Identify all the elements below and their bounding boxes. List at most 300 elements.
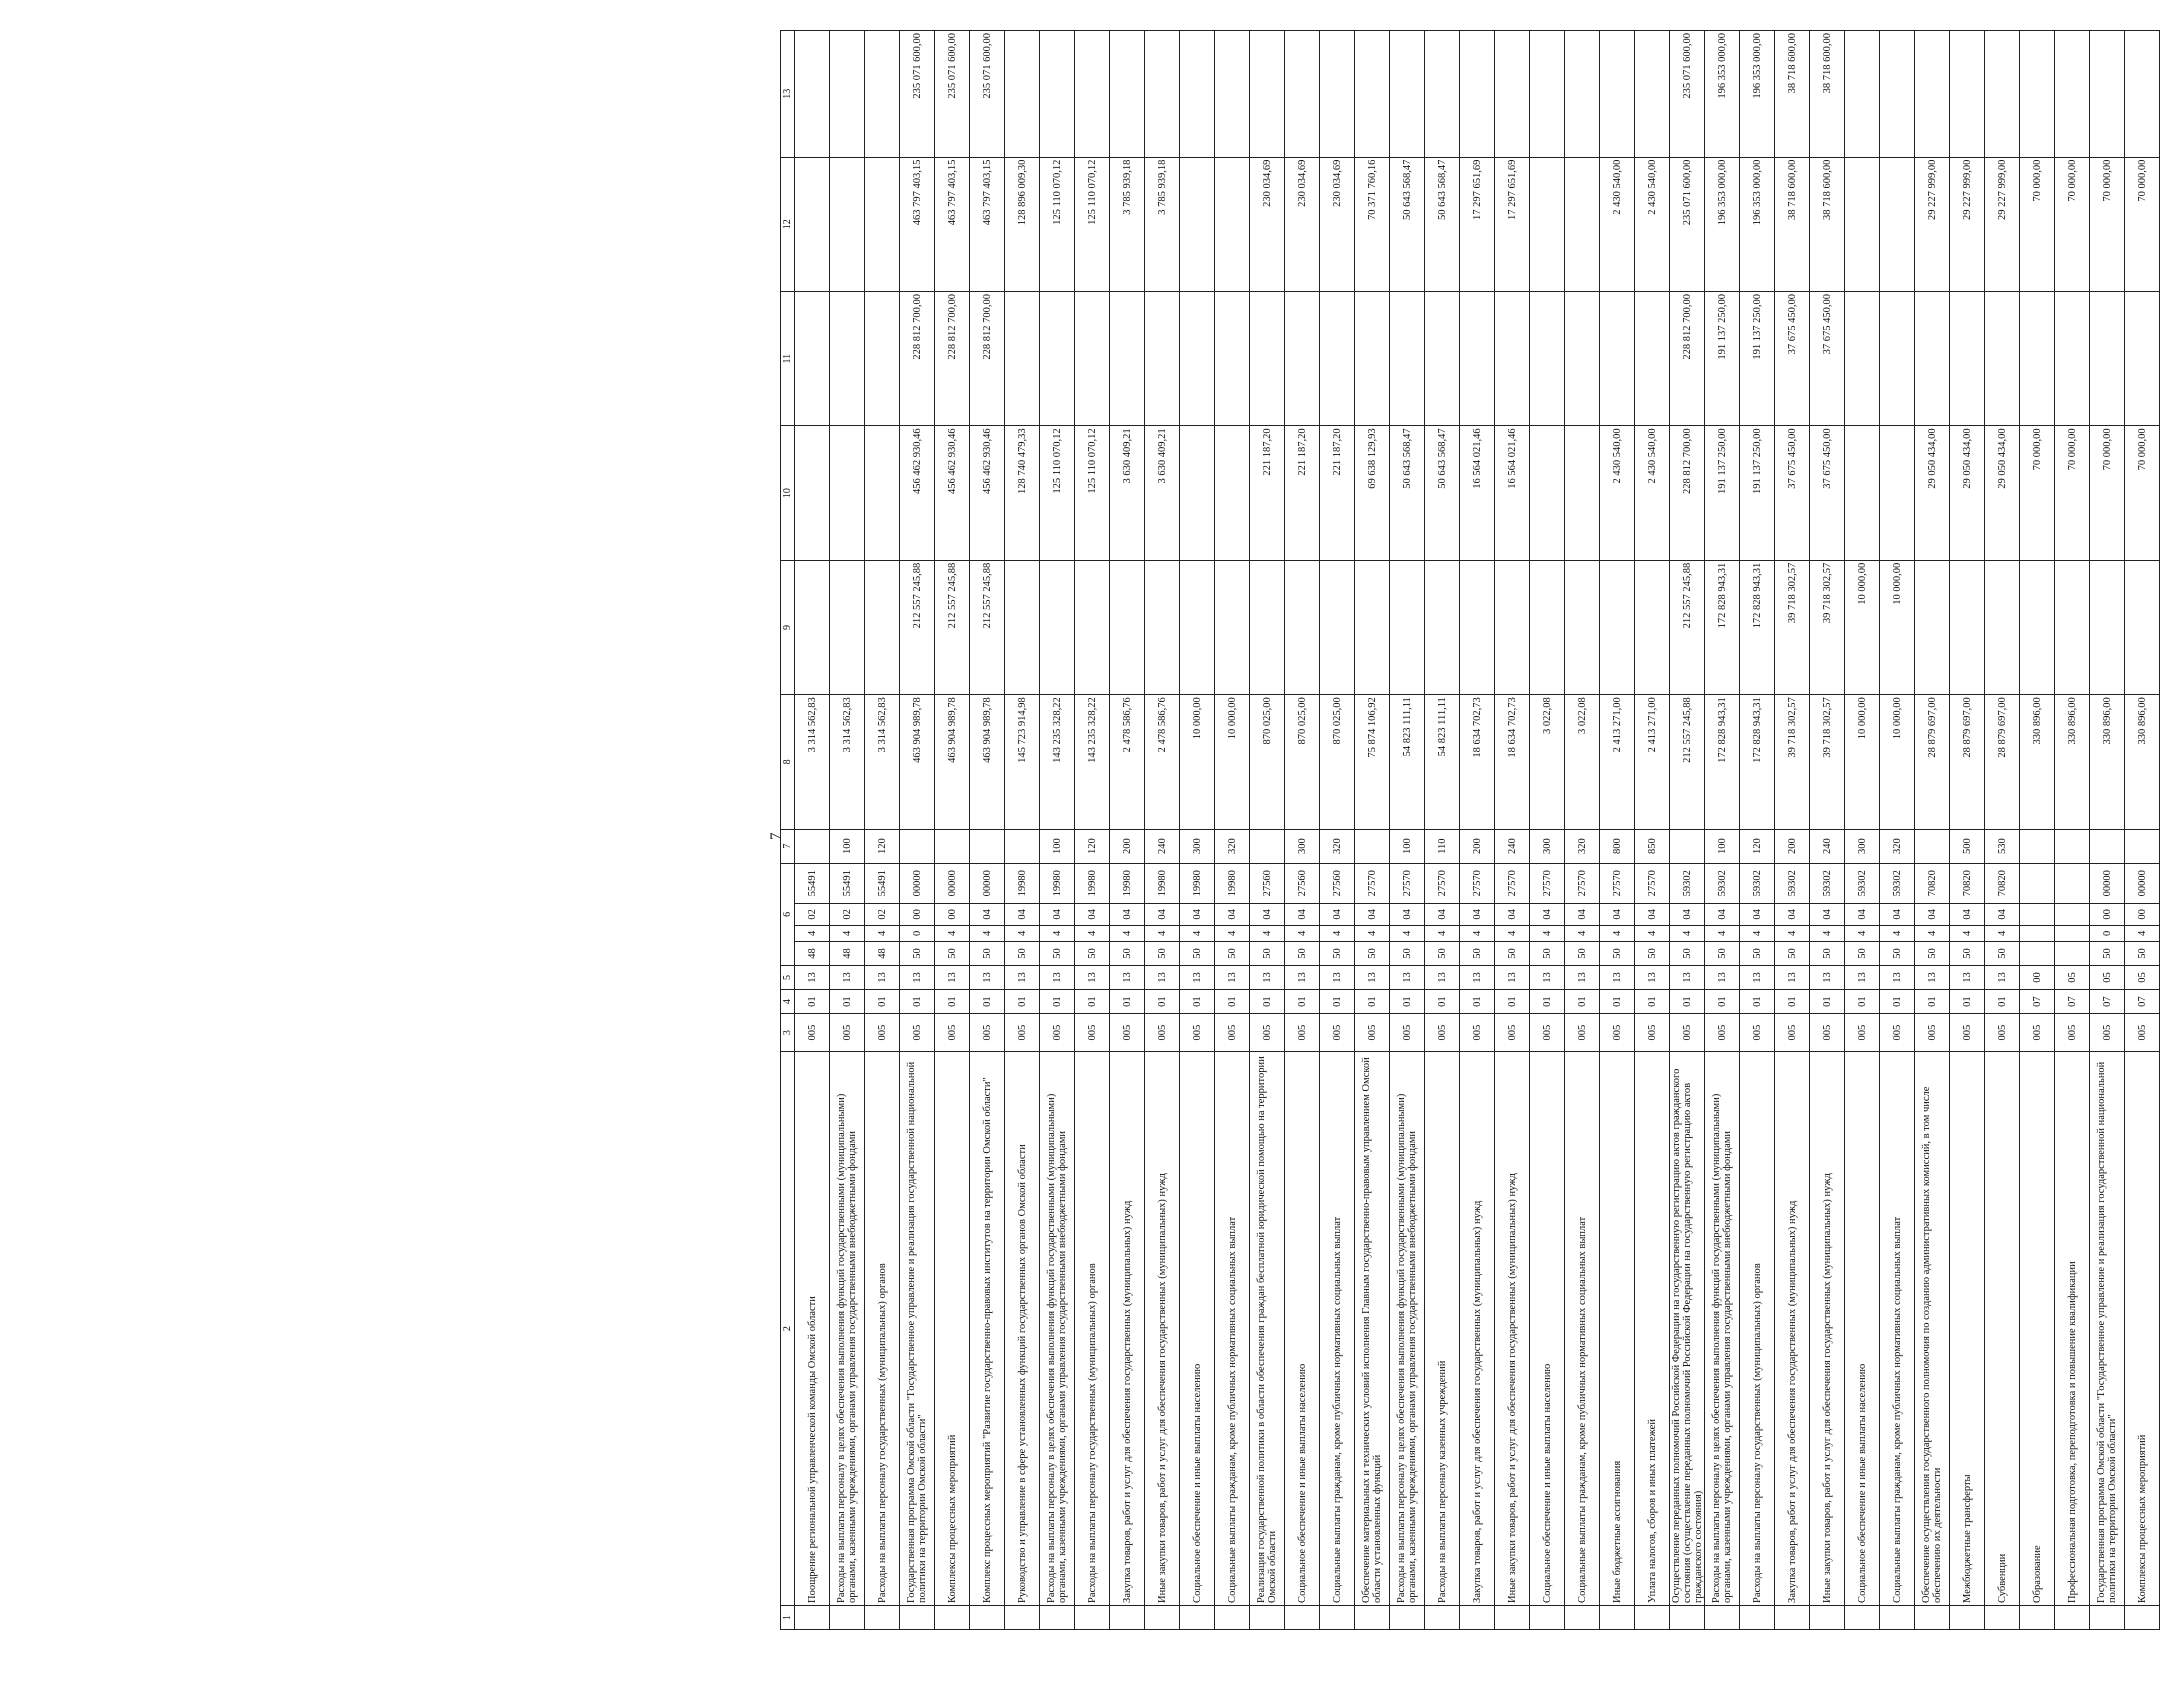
subsection-code-cell: 13: [1530, 965, 1565, 989]
ministry-code-cell: 005: [1250, 1014, 1285, 1052]
ministry-code-cell: 005: [1390, 1014, 1425, 1052]
expense-type-cell: 300: [1530, 829, 1565, 863]
direction-code-cell: 55491: [795, 863, 830, 903]
ministry-code-cell: 005: [1180, 1014, 1215, 1052]
subsection-code-cell: 13: [1460, 965, 1495, 989]
expense-type-cell: [1670, 829, 1705, 863]
amount-2024-cell: 28 879 697,00: [1915, 695, 1950, 829]
expense-type-cell: [2055, 829, 2090, 863]
direction-code-cell: 27570: [1600, 863, 1635, 903]
subsection-code-cell: 13: [1810, 965, 1845, 989]
program-complex-cell: 04: [1985, 903, 2020, 925]
row-name-cell: Социальные выплаты гражданам, кроме публичных нормативных социальных выплат: [1215, 1052, 1250, 1606]
amount-2025-federal-cell: [1880, 291, 1915, 425]
amount-2024-cell: 145 723 914,98: [1005, 695, 1040, 829]
subsection-code-cell: 13: [1180, 965, 1215, 989]
amount-2026-federal-cell: [795, 31, 830, 158]
amount-2024-federal-cell: [1320, 560, 1355, 694]
row-number-cell: [1600, 1605, 1635, 1629]
section-code-cell: 01: [1600, 990, 1635, 1014]
program-code-cell: 50: [1145, 941, 1180, 965]
table-row: [1285, 31, 1320, 1630]
amount-2026-federal-cell: [1425, 31, 1460, 158]
expense-type-cell: 200: [1460, 829, 1495, 863]
header-cell: 4: [781, 990, 795, 1014]
section-code-cell: 01: [1285, 990, 1320, 1014]
program-type-cell: 4: [1950, 925, 1985, 941]
amount-2025-federal-cell: 228 812 700,00: [970, 291, 1005, 425]
amount-2024-federal-cell: [1985, 560, 2020, 694]
subsection-code-cell: 13: [1390, 965, 1425, 989]
amount-2024-federal-cell: [1565, 560, 1600, 694]
program-code-cell: 50: [1110, 941, 1145, 965]
amount-2025-federal-cell: 228 812 700,00: [900, 291, 935, 425]
expense-type-cell: 100: [1705, 829, 1740, 863]
amount-2026-federal-cell: [1460, 31, 1495, 158]
direction-code-cell: 00000: [2090, 863, 2125, 903]
amount-2024-cell: 3 314 562,83: [795, 695, 830, 829]
row-name-cell: Руководство и управление в сфере установленных функций государственных органов Омской области: [1005, 1052, 1040, 1606]
amount-2026-cell: 70 000,00: [2055, 157, 2090, 291]
amount-2024-federal-cell: [1950, 560, 1985, 694]
program-complex-cell: 04: [1950, 903, 1985, 925]
direction-code-cell: 27570: [1635, 863, 1670, 903]
program-complex-cell: 04: [1495, 903, 1530, 925]
expense-type-cell: 300: [1180, 829, 1215, 863]
ministry-code-cell: 005: [1985, 1014, 2020, 1052]
program-type-cell: 4: [1775, 925, 1810, 941]
program-complex-cell: 02: [830, 903, 865, 925]
amount-2026-cell: [1565, 157, 1600, 291]
subsection-code-cell: 13: [1635, 965, 1670, 989]
amount-2025-federal-cell: [1950, 291, 1985, 425]
table-row: [795, 31, 830, 1630]
section-code-cell: 01: [1740, 990, 1775, 1014]
amount-2025-cell: 16 564 021,46: [1495, 426, 1530, 560]
program-complex-cell: 04: [970, 903, 1005, 925]
subsection-code-cell: 13: [1075, 965, 1110, 989]
ministry-code-cell: 005: [1775, 1014, 1810, 1052]
amount-2026-cell: 463 797 403,15: [935, 157, 970, 291]
amount-2024-federal-cell: [1915, 560, 1950, 694]
amount-2026-federal-cell: 38 718 600,00: [1810, 31, 1845, 158]
budget-table: [780, 30, 2160, 1630]
amount-2024-federal-cell: 212 557 245,88: [935, 560, 970, 694]
program-type-cell: 4: [1180, 925, 1215, 941]
ministry-code-cell: 005: [2125, 1014, 2160, 1052]
amount-2024-cell: 2 413 271,00: [1635, 695, 1670, 829]
amount-2026-federal-cell: [1250, 31, 1285, 158]
row-name-cell: Осуществление переданных полномочий Российской Федерации на государственную регистрацию актов гражданского состояния (осуществление переданных полномочий Российской Федерации на государственную регистрацию актов гражданского состояния): [1670, 1052, 1705, 1606]
amount-2026-cell: 70 000,00: [2090, 157, 2125, 291]
program-complex-cell: 00: [935, 903, 970, 925]
program-complex-cell: 04: [1355, 903, 1390, 925]
section-code-cell: 01: [1180, 990, 1215, 1014]
program-complex-cell: 02: [865, 903, 900, 925]
section-code-cell: 01: [865, 990, 900, 1014]
subsection-code-cell: 13: [1495, 965, 1530, 989]
table-row: [1670, 31, 1705, 1630]
amount-2024-federal-cell: 39 718 302,57: [1775, 560, 1810, 694]
program-code-cell: 50: [1565, 941, 1600, 965]
amount-2024-federal-cell: [1635, 560, 1670, 694]
section-code-cell: 01: [1915, 990, 1950, 1014]
program-code-cell: 50: [1495, 941, 1530, 965]
program-code-cell: 50: [1285, 941, 1320, 965]
amount-2026-cell: 70 371 760,16: [1355, 157, 1390, 291]
amount-2025-cell: [1180, 426, 1215, 560]
amount-2026-federal-cell: [1285, 31, 1320, 158]
program-code-cell: 50: [1705, 941, 1740, 965]
direction-code-cell: 00000: [935, 863, 970, 903]
program-complex-cell: 04: [1740, 903, 1775, 925]
amount-2025-cell: 221 187,20: [1320, 426, 1355, 560]
section-code-cell: 01: [1985, 990, 2020, 1014]
expense-type-cell: 240: [1145, 829, 1180, 863]
program-code-cell: 50: [1740, 941, 1775, 965]
row-name-cell: Государственная программа Омской области "Государственное управление и реализация государственной национальной политики на территории Омской области": [2090, 1052, 2125, 1606]
row-number-cell: [1250, 1605, 1285, 1629]
program-complex-cell: 04: [1915, 903, 1950, 925]
amount-2025-federal-cell: [1915, 291, 1950, 425]
amount-2025-cell: 50 643 568,47: [1390, 426, 1425, 560]
program-type-cell: 4: [1215, 925, 1250, 941]
program-code-cell: 50: [1425, 941, 1460, 965]
row-number-cell: [1005, 1605, 1040, 1629]
amount-2026-federal-cell: [1565, 31, 1600, 158]
subsection-code-cell: 13: [1670, 965, 1705, 989]
program-type-cell: [2055, 925, 2090, 941]
direction-code-cell: 70820: [1985, 863, 2020, 903]
program-type-cell: 4: [1705, 925, 1740, 941]
section-code-cell: 01: [1425, 990, 1460, 1014]
amount-2026-federal-cell: [1845, 31, 1880, 158]
table-row: [830, 31, 865, 1630]
program-type-cell: 4: [1530, 925, 1565, 941]
amount-2024-cell: 330 896,00: [2055, 695, 2090, 829]
table-row: [1845, 31, 1880, 1630]
amount-2026-federal-cell: [1985, 31, 2020, 158]
program-type-cell: 4: [1355, 925, 1390, 941]
subsection-code-cell: 13: [1915, 965, 1950, 989]
row-name-cell: Иные закупки товаров, работ и услуг для обеспечения государственных (муниципальных) нужд: [1810, 1052, 1845, 1606]
table-row: [1390, 31, 1425, 1630]
amount-2024-federal-cell: [1005, 560, 1040, 694]
section-code-cell: 01: [830, 990, 865, 1014]
amount-2026-cell: 50 643 568,47: [1390, 157, 1425, 291]
amount-2026-federal-cell: [1215, 31, 1250, 158]
header-cell: 9: [781, 560, 795, 694]
amount-2025-cell: 2 430 540,00: [1600, 426, 1635, 560]
amount-2024-cell: 330 896,00: [2090, 695, 2125, 829]
direction-code-cell: 19980: [1110, 863, 1145, 903]
program-complex-cell: 04: [1670, 903, 1705, 925]
program-code-cell: [2055, 941, 2090, 965]
table-row: [1915, 31, 1950, 1630]
amount-2026-cell: [795, 157, 830, 291]
program-complex-cell: 04: [1250, 903, 1285, 925]
amount-2025-cell: [1530, 426, 1565, 560]
program-type-cell: 4: [1600, 925, 1635, 941]
program-type-cell: 4: [1740, 925, 1775, 941]
ministry-code-cell: 005: [1670, 1014, 1705, 1052]
program-code-cell: 50: [970, 941, 1005, 965]
amount-2026-federal-cell: [2020, 31, 2055, 158]
table-row: [1600, 31, 1635, 1630]
amount-2024-federal-cell: 10 000,00: [1880, 560, 1915, 694]
amount-2025-cell: 191 137 250,00: [1705, 426, 1740, 560]
program-type-cell: 4: [935, 925, 970, 941]
program-code-cell: 50: [1845, 941, 1880, 965]
amount-2024-cell: 2 413 271,00: [1600, 695, 1635, 829]
section-code-cell: 01: [900, 990, 935, 1014]
row-name-cell: Социальное обеспечение и иные выплаты населению: [1530, 1052, 1565, 1606]
program-complex-cell: 04: [1880, 903, 1915, 925]
amount-2024-cell: 28 879 697,00: [1950, 695, 1985, 829]
ministry-code-cell: 005: [795, 1014, 830, 1052]
row-name-cell: Социальное обеспечение и иные выплаты населению: [1180, 1052, 1215, 1606]
row-name-cell: Иные закупки товаров, работ и услуг для обеспечения государственных (муниципальных) нужд: [1145, 1052, 1180, 1606]
subsection-code-cell: 13: [830, 965, 865, 989]
amount-2026-cell: 29 227 999,00: [1985, 157, 2020, 291]
section-code-cell: 01: [1075, 990, 1110, 1014]
direction-code-cell: 27570: [1425, 863, 1460, 903]
amount-2025-cell: 2 430 540,00: [1635, 426, 1670, 560]
program-complex-cell: 04: [1565, 903, 1600, 925]
amount-2024-federal-cell: 172 828 943,31: [1705, 560, 1740, 694]
header-row: [781, 31, 795, 1630]
subsection-code-cell: 13: [970, 965, 1005, 989]
amount-2024-federal-cell: 172 828 943,31: [1740, 560, 1775, 694]
amount-2024-cell: 212 557 245,88: [1670, 695, 1705, 829]
row-name-cell: Социальное обеспечение и иные выплаты населению: [1845, 1052, 1880, 1606]
row-number-cell: [1460, 1605, 1495, 1629]
expense-type-cell: [1005, 829, 1040, 863]
section-code-cell: 01: [1005, 990, 1040, 1014]
amount-2025-federal-cell: [2125, 291, 2160, 425]
row-name-cell: Профессиональная подготовка, переподготовка и повышение квалификации: [2055, 1052, 2090, 1606]
amount-2025-cell: [1880, 426, 1915, 560]
amount-2024-cell: 330 896,00: [2125, 695, 2160, 829]
row-name-cell: Закупка товаров, работ и услуг для обеспечения государственных (муниципальных) нужд: [1110, 1052, 1145, 1606]
amount-2026-cell: [865, 157, 900, 291]
amount-2026-federal-cell: 235 071 600,00: [935, 31, 970, 158]
amount-2026-cell: [1530, 157, 1565, 291]
program-code-cell: 50: [1040, 941, 1075, 965]
header-cell: 7: [781, 829, 795, 863]
amount-2025-cell: 221 187,20: [1285, 426, 1320, 560]
section-code-cell: 01: [1845, 990, 1880, 1014]
amount-2025-federal-cell: [1460, 291, 1495, 425]
subsection-code-cell: 13: [900, 965, 935, 989]
program-code-cell: 50: [1670, 941, 1705, 965]
amount-2025-cell: [795, 426, 830, 560]
program-type-cell: 4: [865, 925, 900, 941]
subsection-code-cell: 13: [1145, 965, 1180, 989]
amount-2024-federal-cell: [1530, 560, 1565, 694]
section-code-cell: 07: [2125, 990, 2160, 1014]
program-code-cell: 50: [1005, 941, 1040, 965]
subsection-code-cell: 13: [1005, 965, 1040, 989]
amount-2024-federal-cell: [1250, 560, 1285, 694]
program-complex-cell: 04: [1180, 903, 1215, 925]
section-code-cell: 01: [1110, 990, 1145, 1014]
ministry-code-cell: 005: [1145, 1014, 1180, 1052]
row-number-cell: [2055, 1605, 2090, 1629]
amount-2025-federal-cell: [1495, 291, 1530, 425]
program-type-cell: 4: [1040, 925, 1075, 941]
amount-2024-cell: 172 828 943,31: [1705, 695, 1740, 829]
row-name-cell: Социальные выплаты гражданам, кроме публичных нормативных социальных выплат: [1320, 1052, 1355, 1606]
amount-2026-cell: [1180, 157, 1215, 291]
amount-2026-cell: 230 034,69: [1285, 157, 1320, 291]
row-number-cell: [1985, 1605, 2020, 1629]
section-code-cell: 01: [1355, 990, 1390, 1014]
table-row: [1005, 31, 1040, 1630]
subsection-code-cell: 13: [1355, 965, 1390, 989]
amount-2025-cell: [1565, 426, 1600, 560]
amount-2026-cell: 17 297 651,69: [1460, 157, 1495, 291]
amount-2024-federal-cell: [1390, 560, 1425, 694]
table-row: [1635, 31, 1670, 1630]
program-code-cell: 50: [1915, 941, 1950, 965]
table-row: [2125, 31, 2160, 1630]
direction-code-cell: 59302: [1810, 863, 1845, 903]
program-complex-cell: 04: [1775, 903, 1810, 925]
page-number: 7: [768, 832, 784, 840]
amount-2025-federal-cell: [1145, 291, 1180, 425]
section-code-cell: 07: [2020, 990, 2055, 1014]
amount-2026-federal-cell: [1915, 31, 1950, 158]
table-row: [900, 31, 935, 1630]
amount-2024-cell: 54 823 111,11: [1425, 695, 1460, 829]
expense-type-cell: 500: [1950, 829, 1985, 863]
amount-2026-federal-cell: [2055, 31, 2090, 158]
amount-2024-federal-cell: [1495, 560, 1530, 694]
section-code-cell: 01: [1810, 990, 1845, 1014]
ministry-code-cell: 005: [1040, 1014, 1075, 1052]
table-row: [1040, 31, 1075, 1630]
row-number-cell: [1950, 1605, 1985, 1629]
row-name-cell: Иные бюджетные ассигнования: [1600, 1052, 1635, 1606]
ministry-code-cell: 005: [1880, 1014, 1915, 1052]
row-number-cell: [1215, 1605, 1250, 1629]
amount-2024-cell: 870 025,00: [1320, 695, 1355, 829]
amount-2025-cell: 70 000,00: [2020, 426, 2055, 560]
row-number-cell: [1110, 1605, 1145, 1629]
amount-2024-cell: 870 025,00: [1285, 695, 1320, 829]
program-type-cell: 4: [795, 925, 830, 941]
amount-2026-federal-cell: [1950, 31, 1985, 158]
amount-2025-federal-cell: [2020, 291, 2055, 425]
program-code-cell: 48: [795, 941, 830, 965]
amount-2025-cell: 221 187,20: [1250, 426, 1285, 560]
row-name-cell: Межбюджетные трансферты: [1950, 1052, 1985, 1606]
amount-2025-federal-cell: [1635, 291, 1670, 425]
program-type-cell: 4: [1110, 925, 1145, 941]
amount-2024-cell: 18 634 702,73: [1460, 695, 1495, 829]
amount-2024-federal-cell: [1285, 560, 1320, 694]
direction-code-cell: 59302: [1845, 863, 1880, 903]
amount-2024-cell: 143 235 328,22: [1075, 695, 1110, 829]
direction-code-cell: 00000: [970, 863, 1005, 903]
table-row: [1355, 31, 1390, 1630]
subsection-code-cell: 13: [1250, 965, 1285, 989]
row-name-cell: Государственная программа Омской области "Государственное управление и реализация государственной национальной политики на территории Омской области": [900, 1052, 935, 1606]
table-row: [1215, 31, 1250, 1630]
row-number-cell: [1565, 1605, 1600, 1629]
program-complex-cell: [2055, 903, 2090, 925]
amount-2026-federal-cell: [1110, 31, 1145, 158]
amount-2025-cell: 125 110 070,12: [1040, 426, 1075, 560]
ministry-code-cell: 005: [1495, 1014, 1530, 1052]
section-code-cell: 01: [1705, 990, 1740, 1014]
amount-2026-cell: 70 000,00: [2125, 157, 2160, 291]
ministry-code-cell: 005: [935, 1014, 970, 1052]
amount-2024-cell: 10 000,00: [1845, 695, 1880, 829]
row-number-cell: [1705, 1605, 1740, 1629]
program-code-cell: [2020, 941, 2055, 965]
expense-type-cell: 850: [1635, 829, 1670, 863]
amount-2024-cell: 3 022,08: [1530, 695, 1565, 829]
amount-2024-cell: 10 000,00: [1180, 695, 1215, 829]
program-code-cell: 50: [2125, 941, 2160, 965]
ministry-code-cell: 005: [1565, 1014, 1600, 1052]
amount-2026-cell: [830, 157, 865, 291]
amount-2026-cell: 196 353 000,00: [1740, 157, 1775, 291]
expense-type-cell: [900, 829, 935, 863]
row-name-cell: Закупка товаров, работ и услуг для обеспечения государственных (муниципальных) нужд: [1460, 1052, 1495, 1606]
row-name-cell: Расходы на выплаты персоналу в целях обеспечения выполнения функций государственными (муниципальными) органами, казенными учреждениями, органами управления государственными внебюджетными фондами: [1040, 1052, 1075, 1606]
ministry-code-cell: 005: [2055, 1014, 2090, 1052]
amount-2024-federal-cell: 10 000,00: [1845, 560, 1880, 694]
direction-code-cell: 70820: [1950, 863, 1985, 903]
amount-2025-federal-cell: [1005, 291, 1040, 425]
amount-2025-federal-cell: [1320, 291, 1355, 425]
header-cell: 12: [781, 157, 795, 291]
ministry-code-cell: 005: [1355, 1014, 1390, 1052]
row-name-cell: Комплексы процессных мероприятий: [2125, 1052, 2160, 1606]
section-code-cell: 01: [970, 990, 1005, 1014]
amount-2025-cell: 228 812 700,00: [1670, 426, 1705, 560]
amount-2025-federal-cell: [1425, 291, 1460, 425]
table-row: [1705, 31, 1740, 1630]
section-code-cell: 01: [1250, 990, 1285, 1014]
amount-2025-federal-cell: [1215, 291, 1250, 425]
subsection-code-cell: 13: [935, 965, 970, 989]
amount-2026-federal-cell: [2090, 31, 2125, 158]
amount-2024-federal-cell: [1215, 560, 1250, 694]
program-complex-cell: 00: [2125, 903, 2160, 925]
section-code-cell: 01: [795, 990, 830, 1014]
table-row: [865, 31, 900, 1630]
row-number-cell: [1145, 1605, 1180, 1629]
section-code-cell: 01: [1390, 990, 1425, 1014]
row-number-cell: [1390, 1605, 1425, 1629]
amount-2025-cell: 37 675 450,00: [1810, 426, 1845, 560]
amount-2026-federal-cell: [830, 31, 865, 158]
amount-2025-federal-cell: [2090, 291, 2125, 425]
direction-code-cell: 19980: [1075, 863, 1110, 903]
amount-2025-cell: 125 110 070,12: [1075, 426, 1110, 560]
amount-2025-federal-cell: [1530, 291, 1565, 425]
program-complex-cell: 04: [1530, 903, 1565, 925]
amount-2024-federal-cell: [830, 560, 865, 694]
row-name-cell: Уплата налогов, сборов и иных платежей: [1635, 1052, 1670, 1606]
amount-2026-cell: 196 353 000,00: [1705, 157, 1740, 291]
program-complex-cell: 04: [1390, 903, 1425, 925]
expense-type-cell: [1355, 829, 1390, 863]
